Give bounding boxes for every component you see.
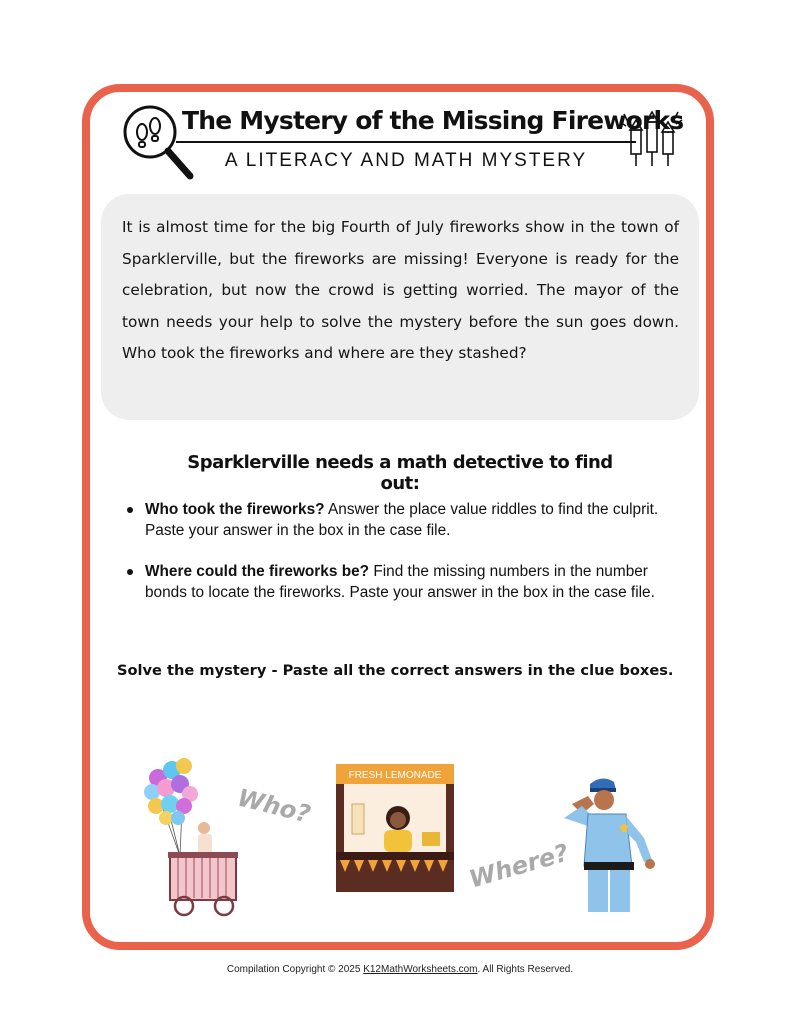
- page-title: The Mystery of the Missing Fireworks: [182, 106, 684, 135]
- footer-suffix: . All Rights Reserved.: [477, 964, 574, 975]
- stand-sign-text: FRESH LEMONADE: [348, 770, 442, 781]
- list-item: [124, 499, 684, 541]
- balloon-vendor-illustration: [140, 756, 240, 918]
- list-item: [124, 561, 684, 603]
- bullet-text: Find the missing numbers in the number bonds to locate the fireworks. Paste your answer in the box in the case file.: [145, 563, 655, 601]
- page-subtitle: A LITERACY AND MATH MYSTERY: [224, 150, 588, 171]
- footer-site-link[interactable]: K12MathWorksheets.com: [363, 964, 478, 975]
- solve-instruction: Solve the mystery - Paste all the correct answers in the clue boxes.: [117, 662, 674, 679]
- police-officer-illustration: [548, 774, 664, 914]
- bullet-lead: Where could the fireworks be?: [145, 563, 370, 580]
- bullet-lead: Who took the fireworks?: [145, 501, 325, 518]
- story-text: It is almost time for the big Fourth of July fireworks show in the town of Sparklerville, but the fireworks are missing! Everyone is ready for the celebration, but now the crowd is getting worried. The mayor of the town needs your help to solve the mystery before the sun goes down. Who took the fireworks and where are they stashed?: [122, 218, 679, 362]
- task-list: [124, 499, 684, 623]
- who-label: Who?: [234, 783, 314, 829]
- title-banner: [116, 100, 686, 180]
- title-divider: [176, 141, 636, 143]
- task-heading: Sparklerville needs a math detective to find out:: [187, 452, 613, 494]
- where-label: Where?: [466, 838, 572, 894]
- lemonade-stand-illustration: [336, 764, 454, 892]
- fireworks-rockets-icon: [616, 108, 686, 168]
- copyright-footer: [0, 964, 800, 975]
- bullet-text: Answer the place value riddles to find the culprit. Paste your answer in the box in the case file.: [145, 501, 659, 539]
- story-box: [101, 194, 699, 420]
- footer-prefix: Compilation Copyright © 2025: [226, 964, 364, 975]
